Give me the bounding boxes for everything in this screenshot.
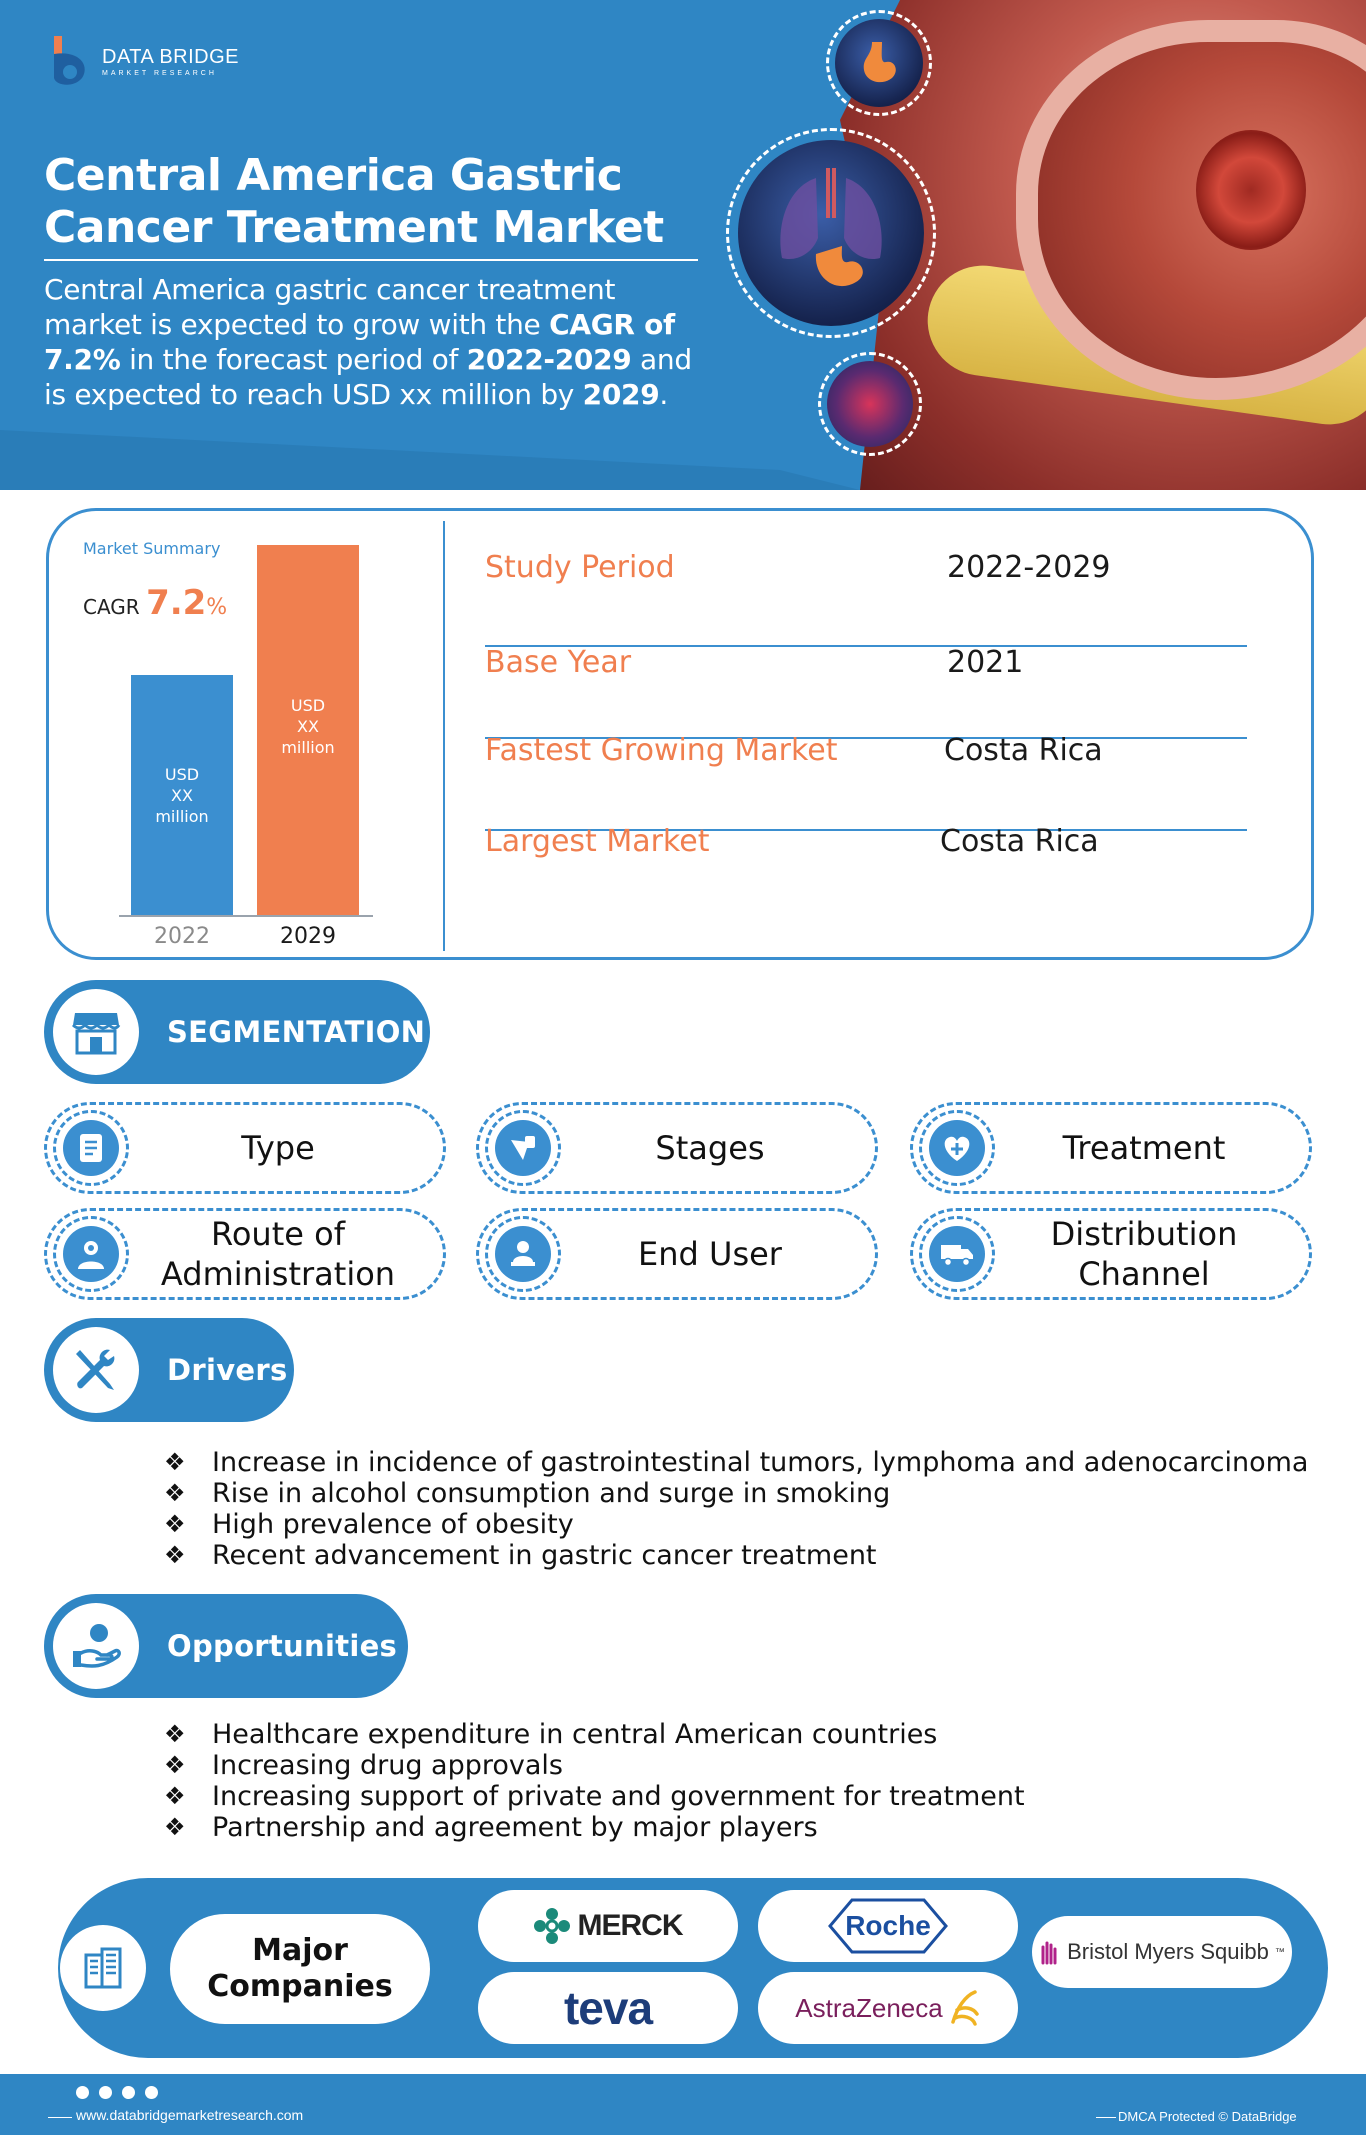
bar-2022-label: USD — [164, 764, 200, 784]
cagr-readout — [83, 583, 227, 623]
driver-text: Increase in incidence of gastrointestinal tumors, lymphoma and adenocarcinoma — [212, 1447, 1309, 1478]
segment-treatment[interactable] — [910, 1102, 1312, 1194]
bullet-icon: ❖ — [164, 1720, 186, 1748]
opportunity-text: Healthcare expenditure in central American countries — [212, 1719, 938, 1750]
summary-value: Costa Rica — [940, 824, 1099, 859]
tick-label-2029: 2029 — [280, 924, 336, 949]
instagram-icon[interactable] — [145, 2086, 158, 2099]
bar-2029 — [257, 545, 359, 915]
drivers-header — [44, 1318, 294, 1422]
segmentation-title: SEGMENTATION — [167, 1015, 426, 1049]
drivers-list — [164, 1447, 1308, 1571]
list-item — [164, 1509, 1308, 1540]
title-divider — [44, 259, 698, 261]
segment-type-label: Type — [241, 1129, 315, 1167]
merck-wordmark: MERCK — [577, 1909, 683, 1942]
bristol-myers-squibb-logo[interactable] — [1032, 1916, 1292, 1988]
cells-circle-icon — [818, 352, 922, 456]
store-icon — [53, 989, 139, 1075]
bullet-icon: ❖ — [164, 1479, 186, 1507]
website-link[interactable]: www.databridgemarketresearch.com — [76, 2107, 304, 2123]
bms-trademark: ™ — [1274, 1946, 1285, 1958]
summary-key: Base Year — [485, 645, 632, 680]
segment-end-user[interactable] — [476, 1208, 878, 1300]
summary-value: 2022-2029 — [947, 550, 1111, 585]
segmentation-header — [44, 980, 430, 1084]
logo-tagline: MARKET RESEARCH — [102, 69, 217, 77]
distribution-line-2: Channel — [1078, 1255, 1210, 1293]
chart-baseline — [119, 915, 373, 917]
desc-cagr-label: CAGR of — [549, 308, 675, 341]
merck-logo[interactable] — [478, 1890, 738, 1962]
companies-title-line-2: Companies — [207, 1969, 393, 2004]
desc-period: 2022-2029 — [466, 343, 632, 376]
list-item — [164, 1719, 1025, 1750]
segment-distribution-channel[interactable] — [910, 1208, 1312, 1300]
summary-row-largest-market — [485, 807, 1247, 877]
route-line-2: Administration — [160, 1255, 396, 1293]
bms-wordmark: Bristol Myers Squibb — [1067, 1939, 1269, 1964]
roche-wordmark: Roche — [845, 1910, 931, 1941]
driver-text: Recent advancement in gastric cancer treatment — [212, 1540, 877, 1571]
segment-type[interactable] — [44, 1102, 446, 1194]
market-summary-card — [46, 508, 1314, 960]
summary-key: Fastest Growing Market — [485, 733, 838, 768]
merck-mark-icon — [534, 1908, 570, 1944]
opportunities-header — [44, 1594, 408, 1698]
desc-target-year: 2029 — [582, 378, 660, 411]
desc-text: market is expected to grow with the — [44, 308, 550, 341]
logo-name: DATA BRIDGE — [102, 45, 240, 68]
segment-distribution-label — [999, 1211, 1289, 1297]
roche-hexagon-icon — [828, 1898, 948, 1954]
opportunities-list — [164, 1719, 1025, 1843]
hero-description — [44, 272, 704, 412]
data-bridge-logo-mark — [46, 32, 96, 90]
whatsapp-icon[interactable] — [76, 2086, 89, 2099]
lungs-circle-icon — [726, 128, 936, 338]
bar-2022 — [131, 675, 233, 915]
desc-text: and — [631, 343, 692, 376]
summary-row-base-year — [485, 628, 1247, 698]
segment-treatment-label: Treatment — [1062, 1129, 1226, 1167]
astrazeneca-mark-icon — [947, 1988, 981, 2028]
page-title — [44, 150, 704, 254]
social-icons — [76, 2086, 158, 2099]
footer-rule — [1096, 2117, 1116, 2118]
list-item — [164, 1750, 1025, 1781]
footer — [0, 2074, 1366, 2135]
distribution-line-1: Distribution — [1050, 1215, 1238, 1253]
delivery-truck-icon — [929, 1226, 985, 1282]
user-laptop-icon — [495, 1226, 551, 1282]
bms-hand-icon — [1039, 1939, 1061, 1965]
segment-route-of-administration[interactable] — [44, 1208, 446, 1300]
bullet-icon: ❖ — [164, 1751, 186, 1779]
wrench-screwdriver-icon — [53, 1327, 139, 1413]
major-companies-band — [58, 1878, 1328, 2058]
summary-divider — [443, 521, 445, 951]
list-item — [164, 1540, 1308, 1571]
bar-2022-label: million — [155, 806, 209, 826]
route-line-1: Route of — [211, 1215, 345, 1253]
opportunity-text: Increasing support of private and government for treatment — [212, 1781, 1025, 1812]
bullet-icon: ❖ — [164, 1813, 186, 1841]
cagr-unit: % — [206, 595, 228, 620]
summary-row-study-period — [485, 533, 1247, 603]
document-icon — [63, 1120, 119, 1176]
stomach-circle-icon — [826, 10, 932, 116]
major-companies-title — [170, 1914, 430, 2024]
driver-text: Rise in alcohol consumption and surge in smoking — [212, 1478, 891, 1509]
bullet-icon: ❖ — [164, 1541, 186, 1569]
roche-logo[interactable] — [758, 1890, 1018, 1962]
dmca-notice: DMCA Protected © DataBridge — [1118, 2109, 1297, 2124]
bullet-icon: ❖ — [164, 1782, 186, 1810]
footer-rule — [48, 2117, 72, 2118]
companies-title-line-1: Major — [252, 1933, 348, 1968]
market-summary-label: Market Summary — [83, 539, 221, 558]
desc-text: . — [659, 378, 669, 411]
summary-row-fastest-growing — [485, 716, 1247, 786]
building-icon — [60, 1925, 146, 2011]
summary-value: Costa Rica — [944, 733, 1103, 768]
summary-key: Largest Market — [485, 824, 710, 859]
heart-plus-icon — [929, 1120, 985, 1176]
list-item — [164, 1781, 1025, 1812]
bar-2022-label: XX — [171, 785, 193, 805]
driver-text: High prevalence of obesity — [212, 1509, 574, 1540]
tick-label-2022: 2022 — [154, 924, 210, 949]
stages-chart-icon — [495, 1120, 551, 1176]
desc-text: Central America gastric cancer treatment — [44, 273, 616, 306]
bullet-icon: ❖ — [164, 1448, 186, 1476]
desc-cagr-value: 7.2% — [44, 343, 121, 376]
astrazeneca-wordmark: AstraZeneca — [795, 1992, 943, 2023]
opportunity-text: Partnership and agreement by major players — [212, 1812, 818, 1843]
bar-2029-label: USD — [290, 696, 326, 715]
teva-wordmark: teva — [563, 1982, 653, 2034]
desc-text: is expected to reach USD xx million by — [44, 378, 583, 411]
bullet-icon: ❖ — [164, 1510, 186, 1538]
facebook-icon[interactable] — [99, 2086, 112, 2099]
bar-2029-label: million — [281, 738, 335, 757]
segment-route-label — [133, 1211, 423, 1297]
segment-stages[interactable] — [476, 1102, 878, 1194]
list-item — [164, 1478, 1308, 1509]
twitter-icon[interactable] — [122, 2086, 135, 2099]
summary-key: Study Period — [485, 550, 675, 585]
title-line-2: Cancer Treatment Market — [44, 202, 664, 253]
opportunities-title: Opportunities — [167, 1629, 398, 1663]
opportunity-text: Increasing drug approvals — [212, 1750, 563, 1781]
desc-text: in the forecast period of — [120, 343, 467, 376]
segment-end-user-label: End User — [638, 1235, 782, 1273]
teva-logo[interactable] — [478, 1972, 738, 2044]
drivers-title: Drivers — [167, 1353, 288, 1387]
hero-banner — [0, 0, 1366, 490]
cagr-value: 7.2 — [146, 583, 207, 623]
segment-stages-label: Stages — [655, 1129, 765, 1167]
cagr-label: CAGR — [83, 595, 140, 619]
astrazeneca-logo[interactable] — [758, 1972, 1018, 2044]
bar-2029-label: XX — [297, 717, 319, 736]
list-item — [164, 1447, 1308, 1478]
summary-value: 2021 — [947, 645, 1024, 680]
list-item — [164, 1812, 1025, 1843]
hand-coin-icon — [53, 1603, 139, 1689]
data-bridge-logo[interactable] — [46, 32, 239, 90]
title-line-1: Central America Gastric — [44, 150, 623, 201]
person-gear-icon — [63, 1226, 119, 1282]
